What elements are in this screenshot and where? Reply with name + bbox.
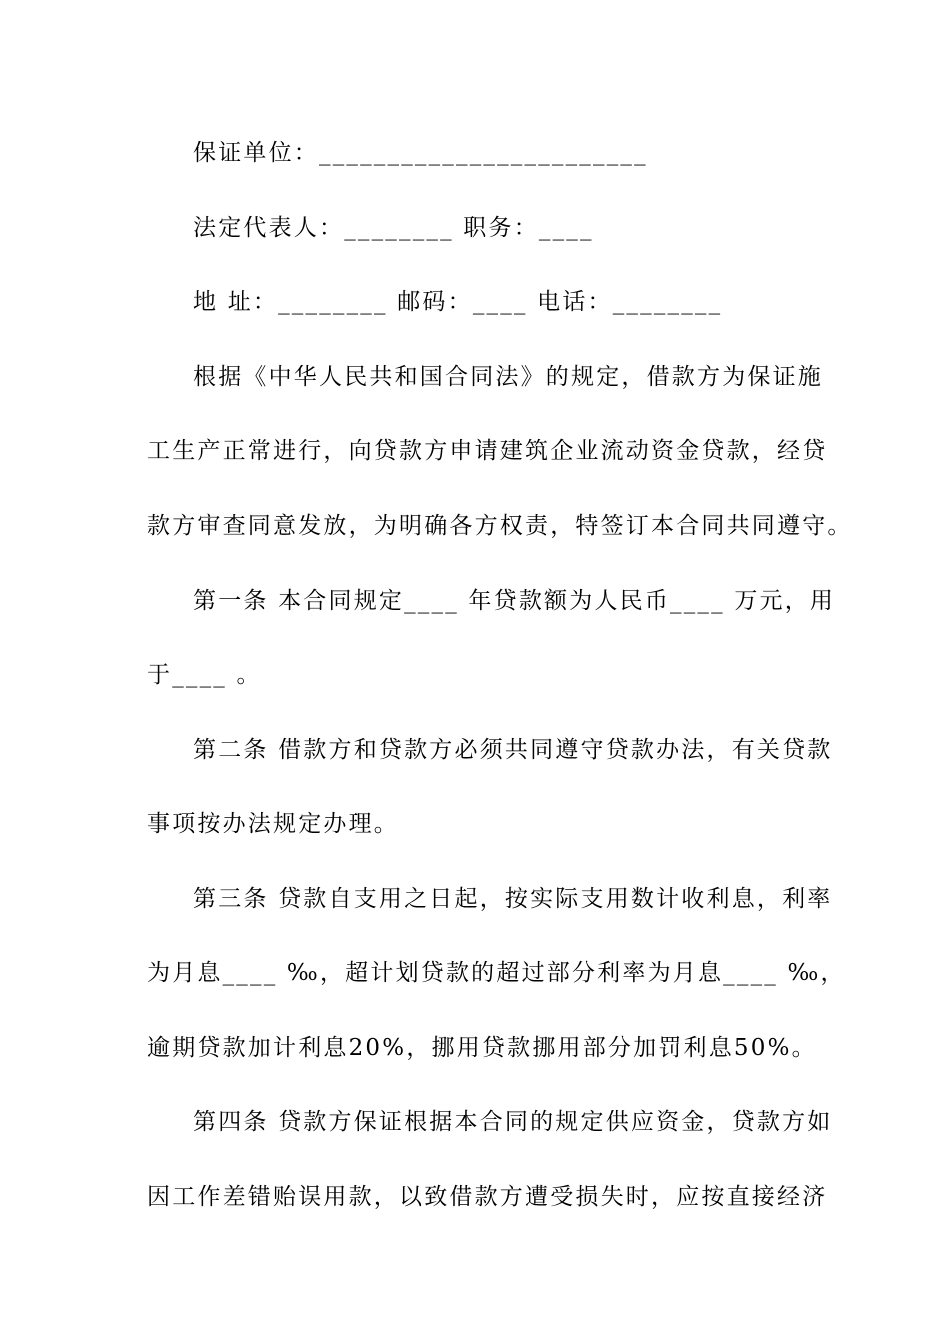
article-4-line-1	[0, 1107, 950, 1137]
preamble-text-3: 款方审查同意发放，为明确各方权责，特签订本合同共同遵守。	[147, 513, 853, 539]
address-line	[0, 287, 950, 317]
article-1-line-1	[0, 586, 950, 616]
article-3-text-2: 为月息____ ‰，超计划贷款的超过部分利率为月息____ ‰，	[147, 960, 846, 986]
article-2-line-2	[0, 809, 950, 839]
article-3-text-1: 第三条 贷款自支用之日起，按实际支用数计收利息，利率	[193, 886, 833, 912]
guarantor-unit-line	[0, 138, 950, 168]
preamble-text-1: 根据《中华人民共和国合同法》的规定，借款方为保证施	[193, 364, 823, 390]
article-3-text-3: 逾期贷款加计利息20%，挪用贷款挪用部分加罚利息50%。	[147, 1035, 817, 1061]
article-4-line-2	[0, 1182, 950, 1212]
article-1-text-1: 第一条 本合同规定____ 年贷款额为人民币____ 万元，用	[193, 588, 836, 614]
article-2-text-1: 第二条 借款方和贷款方必须共同遵守贷款办法，有关贷款	[193, 737, 833, 763]
article-3-line-1	[0, 884, 950, 914]
article-1-line-2	[0, 660, 950, 690]
article-2-text-2: 事项按办法规定办理。	[147, 811, 399, 837]
article-3-line-2	[0, 958, 950, 988]
address-text: 地 址：________ 邮码：____ 电话：________	[193, 289, 723, 315]
preamble-line-3	[0, 511, 950, 541]
article-1-text-2: 于____ 。	[147, 662, 262, 688]
article-2-line-1	[0, 735, 950, 765]
preamble-line-2	[0, 436, 950, 466]
legal-representative-line	[0, 213, 950, 243]
article-3-line-3	[0, 1033, 950, 1063]
preamble-line-1	[0, 362, 950, 392]
guarantor-unit-text: 保证单位：________________________	[193, 140, 648, 166]
article-4-text-2: 因工作差错贻误用款，以致借款方遭受损失时，应按直接经济	[147, 1184, 828, 1210]
preamble-text-2: 工生产正常进行，向贷款方申请建筑企业流动资金贷款，经贷	[147, 438, 828, 464]
article-4-text-1: 第四条 贷款方保证根据本合同的规定供应资金，贷款方如	[193, 1109, 833, 1135]
legal-representative-text: 法定代表人：________ 职务：____	[193, 215, 594, 241]
